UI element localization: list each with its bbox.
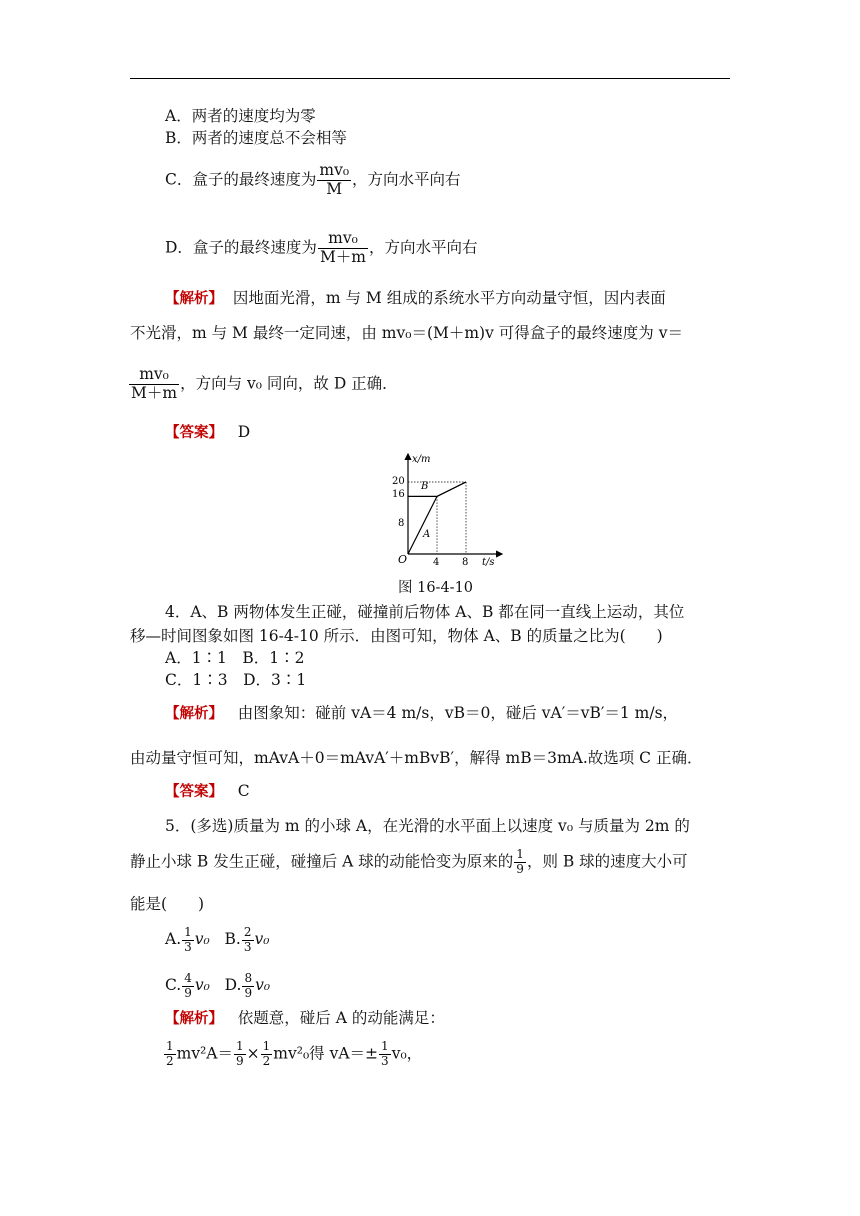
x-tick-4: 4	[433, 557, 440, 568]
q5-options-row-1	[165, 926, 269, 955]
fraction-numerator: 1	[166, 1039, 174, 1053]
y-tick-8: 8	[398, 518, 405, 529]
fraction-numerator: mv₀	[319, 161, 350, 179]
q3-option-b: B．两者的速度总不会相等	[165, 129, 347, 147]
answer-value: D	[237, 423, 251, 441]
analysis-tag: 【解析】	[165, 1011, 223, 1027]
q4-answer	[165, 781, 250, 802]
header-rule	[130, 78, 730, 79]
option-fraction	[182, 972, 194, 1001]
fraction-denominator: 3	[243, 939, 252, 954]
q5-stem-line-1: 5．(多选)质量为 m 的小球 A，在光滑的水平面上以速度 v₀ 与质量为 2m 的	[165, 817, 690, 835]
analysis-text: ，方向与 v₀ 同向，故 D 正确．	[180, 374, 398, 393]
fraction-denominator: M	[317, 180, 351, 199]
q4-options-row-2: C．1∶3 D．3∶1	[165, 671, 307, 689]
option-label: A.	[165, 930, 182, 949]
q4-analysis-line-2: 由动量守恒可知，mAvA＋0＝mAvA′＋mBvB′，解得 mB＝3mA.故选项 C 正确．	[130, 749, 703, 767]
fraction-denominator: 9	[244, 985, 253, 1000]
figure-caption: 图 16-4-10	[398, 580, 474, 596]
q4-stem-line-1: 4．A、B 两物体发生正碰，碰撞前后物体 A、B 都在同一直线上运动，其位	[165, 603, 685, 621]
q3-analysis-line-1	[165, 288, 666, 309]
q5-option-a	[165, 925, 210, 954]
q5-stem-line-3: 能是( )	[130, 895, 205, 913]
q3-option-d	[165, 230, 478, 267]
y-tick-16: 16	[392, 489, 405, 500]
ninth-fraction	[234, 1040, 246, 1069]
q3-option-c-fraction	[317, 162, 351, 199]
third-fraction	[379, 1040, 391, 1069]
option-velocity: v₀	[254, 930, 270, 949]
analysis-text: 由图象知：碰前 vA＝4 m/s，vB＝0，碰后 vA′＝vB′＝1 m/s，	[237, 704, 679, 722]
q4-stem-line-2: 移—时间图象如图 16-4-10 所示．由图可知，物体 A、B 的质量之比为( )	[130, 627, 663, 645]
q5-options-row-2	[165, 972, 270, 1001]
q5-option-d	[224, 971, 271, 1000]
fraction-denominator: 9	[236, 1053, 244, 1068]
q3-option-c	[165, 162, 461, 199]
q5-option-b	[224, 925, 270, 954]
half-fraction	[164, 1040, 176, 1069]
fraction-denominator: M＋m	[319, 247, 367, 266]
fraction-numerator: 1	[262, 1039, 271, 1053]
q3-option-d-suffix: ，方向水平向右	[369, 238, 478, 257]
option-velocity: v₀	[255, 976, 271, 995]
answer-tag: 【答案】	[165, 425, 223, 441]
fraction-numerator: 1	[516, 847, 524, 861]
half-fraction	[261, 1040, 273, 1069]
q3-option-d-prefix: D．盒子的最终速度为	[165, 238, 317, 257]
fraction-denominator: 3	[381, 1053, 389, 1068]
q3-option-a: A．两者的速度均为零	[165, 107, 316, 125]
analysis-text: 因地面光滑，m 与 M 组成的系统水平方向动量守恒，因内表面	[232, 289, 666, 307]
fraction-denominator: M＋m	[131, 383, 178, 402]
fraction-numerator: 1	[236, 1039, 244, 1053]
fraction-numerator: 8	[244, 971, 253, 985]
q3-analysis-line-3	[128, 366, 398, 403]
fraction-denominator: 9	[184, 985, 192, 1000]
series-line-b	[408, 482, 466, 496]
option-fraction	[242, 926, 254, 955]
q4-options-row-1: A．1∶1 B．1∶2	[165, 649, 305, 667]
x-axis-label: t/s	[482, 557, 495, 568]
answer-tag: 【答案】	[165, 784, 223, 800]
fraction-numerator: 1	[381, 1039, 389, 1053]
fraction-denominator: 2	[166, 1053, 174, 1068]
analysis-text: 依题意，碰后 A 的动能满足：	[237, 1009, 445, 1027]
q5-stem-suffix: ，则 B 球的速度大小可	[526, 852, 688, 871]
q5-stem-fraction	[514, 848, 526, 877]
answer-value: C	[237, 782, 250, 800]
q3-analysis-fraction	[129, 366, 179, 403]
fraction-numerator: mv₀	[328, 229, 358, 247]
fraction-numerator: 1	[184, 925, 192, 939]
series-label-a: A	[423, 529, 431, 540]
option-velocity: v₀	[194, 930, 210, 949]
equation-part: mv²A＝	[176, 1044, 234, 1063]
option-fraction	[242, 972, 254, 1001]
y-axis-label: x/m	[412, 454, 431, 465]
q5-option-c	[165, 971, 210, 1000]
times-sign: ×	[246, 1044, 260, 1063]
analysis-tag: 【解析】	[165, 706, 223, 722]
option-label: C.	[165, 976, 182, 995]
fraction-numerator: mv₀	[139, 365, 169, 383]
xt-graph	[390, 450, 510, 570]
q3-option-c-prefix: C．盒子的最终速度为	[165, 170, 317, 189]
fraction-denominator: 3	[184, 939, 192, 954]
fraction-denominator: 9	[516, 861, 524, 876]
q5-analysis-line-1	[165, 1008, 445, 1029]
dashed-guides	[408, 482, 466, 554]
x-tick-8: 8	[462, 557, 469, 568]
fraction-numerator: 2	[243, 925, 252, 939]
equation-part: mv²₀得 vA＝±	[273, 1044, 379, 1063]
equation-part: v₀，	[391, 1044, 423, 1063]
y-tick-20: 20	[392, 476, 405, 487]
q5-stem-line-2	[130, 848, 688, 877]
q4-analysis-line-1	[165, 703, 678, 724]
fraction-denominator: 2	[262, 1053, 271, 1068]
option-fraction	[182, 926, 194, 955]
origin-label: O	[398, 553, 408, 566]
option-label: B.	[224, 930, 241, 949]
q3-option-d-fraction	[318, 230, 368, 267]
option-velocity: v₀	[194, 976, 210, 995]
q5-energy-equation	[163, 1040, 422, 1069]
q3-analysis-line-2: 不光滑，m 与 M 最终一定同速，由 mv₀＝(M＋m)v 可得盒子的最终速度为 v＝	[130, 324, 683, 342]
q3-answer	[165, 422, 250, 443]
series-label-b: B	[421, 481, 429, 492]
analysis-tag: 【解析】	[165, 291, 223, 307]
fraction-numerator: 4	[184, 971, 192, 985]
q3-option-c-suffix: ，方向水平向右	[352, 170, 461, 189]
q5-stem-prefix: 静止小球 B 发生正碰，碰撞后 A 球的动能恰变为原来的	[130, 852, 514, 871]
option-label: D.	[224, 976, 242, 995]
